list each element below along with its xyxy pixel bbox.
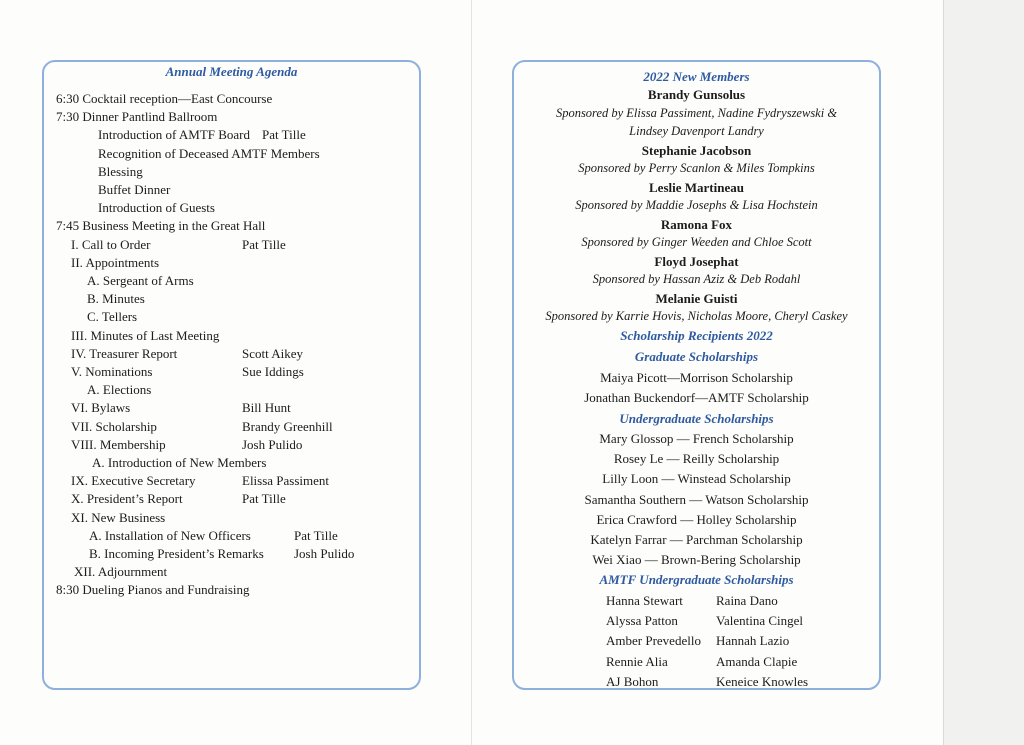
member-sponsor: Sponsored by Karrie Hovis, Nicholas Moore, Cheryl Caskey [545,309,848,323]
amtf-recipient: Amanda Clapie [716,653,798,669]
agenda-item [44,545,414,562]
agenda-item-text: 7:45 Business Meeting in the Great Hall [56,218,266,234]
agenda-item-text: 6:30 Cocktail reception—East Concourse [56,91,273,106]
agenda-item-text: Recognition of Deceased AMTF Members [98,145,320,161]
agenda-item [44,90,414,107]
agenda-item-text: VI. Bylaws [71,400,131,416]
agenda-presenter: Sue Iddings [242,364,304,379]
member-sponsor: Sponsored by Elissa Passiment, Nadine Fydryszewski & [555,105,838,120]
agenda-item-text: B. Incoming President’s Remarks [89,546,264,561]
agenda-presenter: Bill Hunt [242,400,291,416]
agenda-item-text: VIII. Membership [71,436,166,452]
agenda-item-text: 8:30 Dueling Pianos and Fundraising [56,582,250,598]
agenda-item-text: Introduction of Guests [98,200,215,216]
agenda-item-text: XI. New Business [71,509,166,525]
agenda-presenter: Scott Aikey [242,345,304,361]
amtf-recipient: Raina Dano [716,592,778,608]
agenda-item-text: X. President’s Report [71,491,183,507]
member-name: Ramona Fox [660,216,733,232]
agenda-item [44,454,414,471]
member-name: Stephanie Jacobson [641,142,752,158]
agenda-panel [42,60,421,690]
agenda-presenter: Elissa Passiment [242,473,330,489]
undergrad-recipient: Mary Glossop — French Scholarship [599,431,794,446]
amtf-recipient: AJ Bohon [606,673,659,689]
agenda-presenter: Pat Tille [242,236,286,252]
agenda-item [44,490,414,507]
agenda-presenter: Pat Tille [262,127,306,143]
agenda-item [44,290,414,307]
member-sponsor: Sponsored by Perry Scanlon & Miles Tompkins [578,161,815,175]
agenda-item-text: Introduction of AMTF Board [98,127,251,143]
agenda-item [44,126,414,143]
scan-edge [943,0,1024,745]
agenda-title: Annual Meeting Agenda [165,64,298,79]
undergrad-recipient: Erica Crawford — Holley Scholarship [596,511,797,527]
agenda-item [44,163,414,180]
agenda-item [44,272,414,289]
agenda-item [44,563,414,580]
amtf-recipient: Hanna Stewart [606,592,683,608]
member-sponsor: Sponsored by Maddie Josephs & Lisa Hochstein [575,198,818,212]
agenda-item [44,108,414,125]
agenda-item [44,381,414,398]
agenda-item [44,472,414,489]
agenda-item-text: VII. Scholarship [71,418,157,434]
member-sponsor: Sponsored by Ginger Weeden and Chloe Scott [581,235,812,249]
agenda-item-text: III. Minutes of Last Meeting [71,327,220,343]
graduate-recipient: Maiya Picott—Morrison Scholarship [600,369,793,385]
amtf-recipient: Amber Prevedello [606,633,701,649]
amtf-recipient: Hannah Lazio [716,633,790,649]
member-sponsor: Sponsored by Hassan Aziz & Deb Rodahl [592,272,801,286]
graduate-recipient: Jonathan Buckendorf—AMTF Scholarship [584,390,809,405]
agenda-presenter: Brandy Greenhill [242,418,333,434]
agenda-item-text: Buffet Dinner [98,182,171,197]
agenda-item-text: V. Nominations [71,364,153,379]
agenda-item-text: 7:30 Dinner Pantlind Ballroom [56,109,218,125]
amtf-recipient: Valentina Cingel [716,613,804,629]
agenda-item [44,308,414,325]
undergrad-recipient: Wei Xiao — Brown-Bering Scholarship [592,552,801,568]
new-members-title: 2022 New Members [643,69,750,84]
agenda-presenter: Josh Pulido [294,546,355,561]
agenda-item [44,418,414,435]
agenda-item [44,181,414,198]
agenda-presenter: Pat Tille [294,527,338,543]
agenda-item [44,399,414,416]
agenda-item-text: A. Installation of New Officers [89,527,251,543]
agenda-item [44,363,414,380]
agenda-presenter: Pat Tille [242,491,286,507]
undergrad-recipient: Katelyn Farrar — Parchman Scholarship [590,532,803,547]
agenda-presenter: Josh Pulido [242,436,303,452]
agenda-item [44,217,414,234]
amtf-recipient: Alyssa Patton [606,613,678,629]
agenda-item [44,327,414,344]
member-name: Leslie Martineau [649,179,744,195]
agenda-item [44,436,414,453]
members-panel [512,60,881,690]
agenda-item-text: I. Call to Order [71,236,151,252]
agenda-item-text: A. Introduction of New Members [92,455,267,470]
fold-line [471,0,472,745]
amtf-title: AMTF Undergraduate Scholarships [599,572,794,588]
agenda-item [44,345,414,362]
amtf-recipient: Rennie Alia [606,653,668,669]
agenda-item [44,254,414,271]
agenda-item [44,145,414,162]
amtf-recipient: Keneice Knowles [716,673,809,689]
agenda-item-text: A. Elections [87,382,152,398]
scholarship-title: Scholarship Recipients 2022 [620,327,773,343]
member-name: Melanie Guisti [655,290,738,306]
agenda-item-text: B. Minutes [87,291,145,307]
member-name: Floyd Josephat [654,253,739,269]
agenda-item-text: A. Sergeant of Arms [87,273,194,288]
agenda-item-text: IX. Executive Secretary [71,473,196,489]
agenda-item [44,509,414,526]
member-sponsor: Lindsey Davenport Landry [629,124,764,138]
undergrad-title: Undergraduate Scholarships [619,410,774,426]
member-name: Brandy Gunsolus [647,87,746,102]
agenda-item [44,527,414,544]
agenda-item-text: II. Appointments [71,254,160,270]
agenda-item [44,199,414,216]
agenda-item-text: Blessing [98,163,143,179]
undergrad-recipient: Rosey Le — Reilly Scholarship [613,451,780,467]
agenda-item [44,581,414,598]
agenda-item [44,236,414,253]
agenda-item-text: XII. Adjournment [74,564,168,580]
graduate-title: Graduate Scholarships [634,348,759,364]
agenda-item-text: IV. Treasurer Report [71,345,178,361]
agenda-item-text: C. Tellers [87,309,138,325]
undergrad-recipient: Samantha Southern — Watson Scholarship [584,491,809,507]
undergrad-recipient: Lilly Loon — Winstead Scholarship [602,471,791,487]
